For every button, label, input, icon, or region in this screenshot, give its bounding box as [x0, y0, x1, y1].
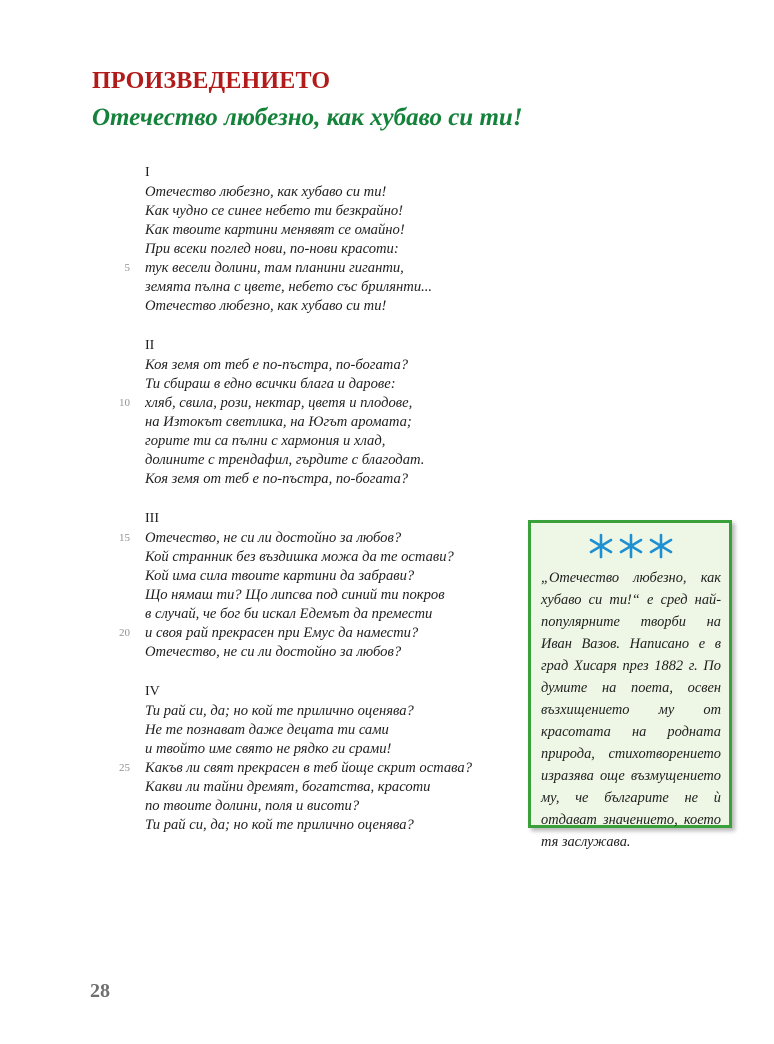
verse-text: Коя земя от теб е по-пъстра, по-богата?: [145, 471, 409, 487]
verse-line: [145, 740, 505, 759]
verse-text: тук весели долини, там планини гиганти,: [145, 260, 404, 276]
poem-text: [119, 155, 505, 855]
three-stars-icon: [586, 531, 676, 561]
verse-line: [145, 278, 505, 297]
verse-line: [145, 413, 505, 432]
verse-text: Отечество, не си ли достойно за любов?: [145, 644, 402, 660]
verse-text: и твойто име свято не рядко ги срами!: [145, 741, 392, 757]
verse-line: [145, 470, 505, 489]
line-number: 20: [119, 627, 130, 639]
verse-text: Не те познават даже децата ти сами: [145, 722, 389, 738]
verse-line: [145, 605, 505, 624]
verse-line: [145, 240, 505, 259]
verse-line: [145, 451, 505, 470]
verse-line: [119, 759, 505, 778]
verse-text: горите ти са пълни с хармония и хлад,: [145, 433, 386, 449]
verse-text: земята пълна с цвете, небето със брилянти...: [145, 279, 433, 295]
stanza: [124, 163, 505, 316]
verse-text: хляб, свила, рози, нектар, цветя и плодове,: [145, 395, 413, 411]
verse-line: [119, 394, 505, 413]
stanza: [119, 509, 505, 662]
verse-line: [145, 797, 505, 816]
verse-text: долините с трендафил, гърдите с благодат.: [145, 452, 425, 468]
line-number: 5: [124, 262, 130, 274]
verse-line: [145, 183, 505, 202]
verse-text: Как чудно се синее небето ти безкрайно!: [145, 203, 404, 219]
verse-text: Отечество любезно, как хубаво си ти!: [145, 298, 387, 314]
verse-text: Отечество любезно, как хубаво си ти!: [145, 184, 387, 200]
verse-line: [145, 567, 505, 586]
verse-line: [145, 548, 505, 567]
line-number: 10: [119, 397, 130, 409]
verse-text: Що нямаш ти? Що липсва под синий ти покров: [145, 587, 445, 603]
verse-text: Ти рай си, да; но кой те прилично оценява?: [145, 703, 414, 719]
stanza-numeral: I: [145, 165, 150, 180]
stanza-numeral: II: [145, 338, 155, 353]
info-box: [528, 520, 732, 850]
page-number: 28: [90, 980, 110, 1002]
verse-text: в случай, че бог би искал Едемът да премести: [145, 606, 433, 622]
verse-line: [124, 259, 505, 278]
verse-line: [145, 202, 505, 221]
verse-line: [145, 778, 505, 797]
verse-text: Кой странник без въздишка можа да те остави?: [145, 549, 454, 565]
verse-text: на Изтокът светлика, на Югът аромата;: [145, 414, 412, 430]
verse-line: [145, 586, 505, 605]
stanza-numeral: IV: [145, 684, 160, 699]
stanza: [119, 682, 505, 835]
info-box-text: „Отечество любезно, как хубаво си ти!“ е сред най-популярните творби на Иван Вазов. Написано е в град Хисаря през 1882 г. По думите на поета, освен възхищението му от красотата на родната природа, стихотворението изразява още възмущението му, че българите не ѝ отдават значението, което тя заслужава.: [541, 570, 721, 850]
verse-text: Какви ли тайни дремят, богатства, красоти: [145, 779, 431, 795]
verse-line: [145, 221, 505, 240]
verse-line: [145, 432, 505, 451]
verse-text: Отечество, не си ли достойно за любов?: [145, 530, 402, 546]
verse-text: Как твоите картини менявят се омайно!: [145, 222, 405, 238]
verse-line: [145, 702, 505, 721]
verse-line: [145, 297, 505, 316]
verse-text: Какъв ли свят прекрасен в теб йоще скрит остава?: [145, 760, 473, 776]
verse-text: Кой има сила твоите картини да забрави?: [145, 568, 415, 584]
verse-line: [145, 816, 505, 835]
section-heading: ПРОИЗВЕДЕНИЕТО: [92, 68, 331, 94]
verse-text: и своя рай прекрасен при Емус да намести?: [145, 625, 419, 641]
poem-title: Отечество любезно, как хубаво си ти!: [92, 104, 523, 131]
verse-text: Ти сбираш в едно всички блага и дарове:: [145, 376, 396, 392]
verse-line: [145, 356, 505, 375]
stanza-numeral: III: [145, 511, 159, 526]
line-number: 15: [119, 532, 130, 544]
verse-text: При всеки поглед нови, по-нови красоти:: [145, 241, 399, 257]
verse-line: [119, 529, 505, 548]
verse-text: Коя земя от теб е по-пъстра, по-богата?: [145, 357, 409, 373]
verse-line: [119, 624, 505, 643]
stanza: [119, 336, 505, 489]
verse-line: [145, 375, 505, 394]
verse-text: по твоите долини, поля и висоти?: [145, 798, 360, 814]
verse-line: [145, 721, 505, 740]
verse-line: [145, 643, 505, 662]
line-number: 25: [119, 762, 130, 774]
verse-text: Ти рай си, да; но кой те прилично оценява?: [145, 817, 414, 833]
